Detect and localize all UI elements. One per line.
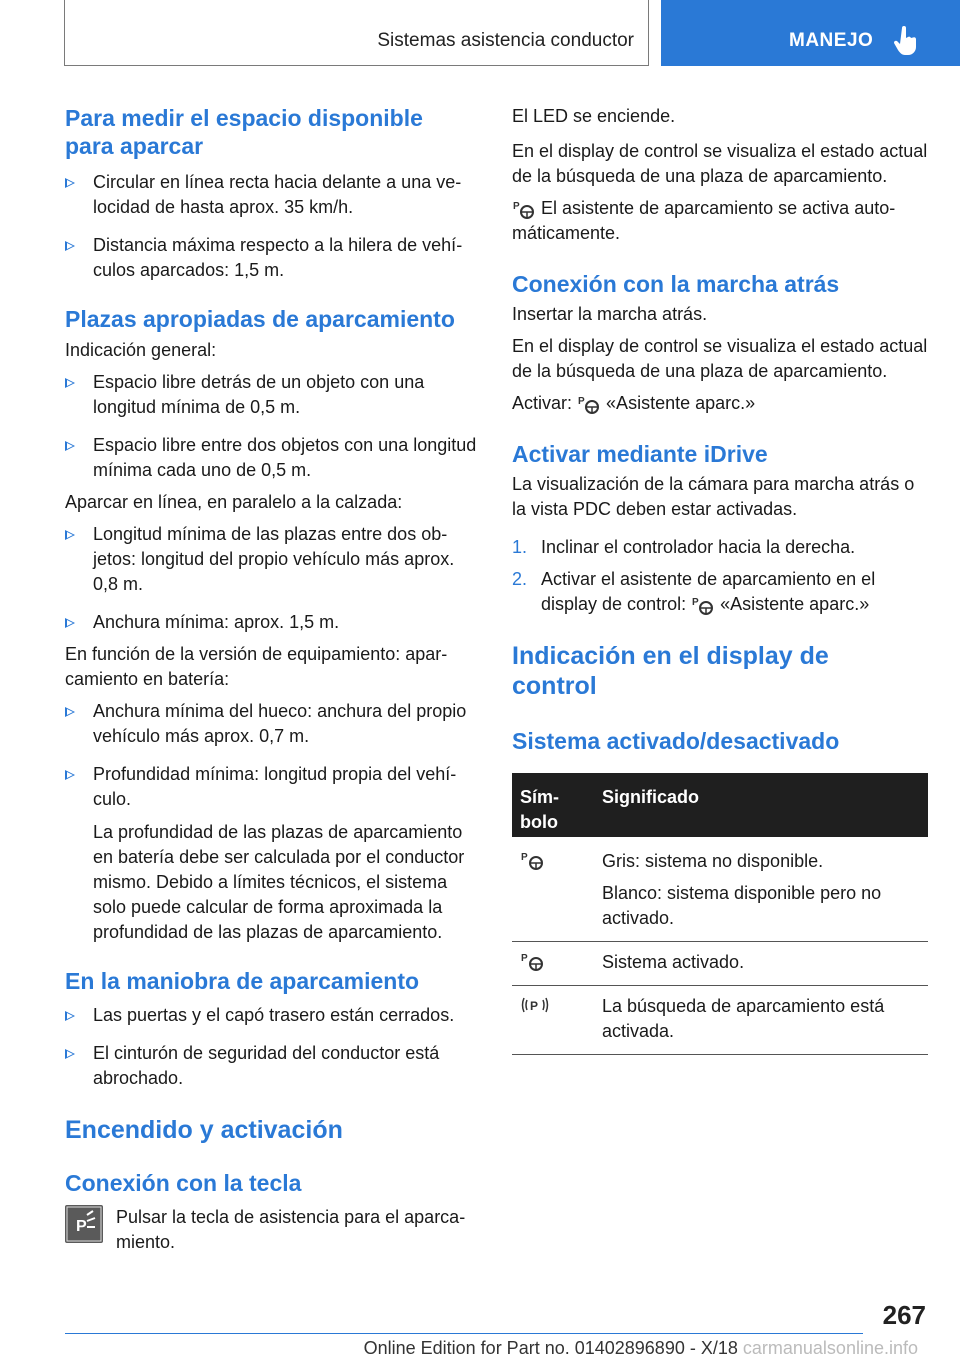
chapter-tab-label: MANEJO xyxy=(789,30,874,51)
list-item: Anchura mínima: aprox. 1,5 m. xyxy=(65,610,479,635)
auto-text: P El asistente de aparcamiento se activa automáticamente. xyxy=(512,198,896,243)
bullet-triangle-icon xyxy=(65,618,75,628)
bullet-triangle-icon xyxy=(65,178,75,188)
meaning-cell: Gris: sistema no disponible. Blanco: sistema disponible pero no activado. xyxy=(594,837,928,942)
right-column xyxy=(512,100,928,1055)
heading-indicacion: Indicación en el display de control xyxy=(512,642,829,700)
bullet-triangle-icon xyxy=(65,441,75,451)
col-symbol-header: Símbolo xyxy=(512,773,594,837)
tecla-block xyxy=(65,1205,479,1255)
list-item: Espacio libre detrás de un objeto con una longitud mínima de 0,5 m. xyxy=(65,370,479,420)
heading-marcha: Conexión con la marcha atrás xyxy=(512,271,840,297)
park-assist-active-icon xyxy=(520,950,546,972)
bullet-triangle-icon xyxy=(65,770,75,780)
header-section-title: Sistemas asistencia conductor xyxy=(377,30,634,51)
list-item: Profundidad mínima: longitud propia del vehículo. xyxy=(65,762,479,812)
activar-line: Activar: P «Asistente aparc.» xyxy=(512,391,928,416)
heading-plazas: Plazas apropiadas de aparcamiento xyxy=(65,306,455,332)
list-item: Longitud mínima de las plazas entre dos objetos: longitud del propio vehículo más aprox. 0,8 m. xyxy=(65,522,479,597)
list-item: Las puertas y el capó trasero están cerrados. xyxy=(65,1003,479,1028)
heading-medir: Para medir el espacio disponible para aparcar xyxy=(65,105,423,159)
heading-idrive: Activar mediante iDrive xyxy=(512,441,768,467)
tecla-text: Pulsar la tecla de asistencia para el aparcamiento. xyxy=(116,1207,466,1252)
general-label: Indicación general: xyxy=(65,340,217,360)
meaning-cell: Sistema activado. xyxy=(594,942,928,986)
park-assist-button-icon xyxy=(65,1205,103,1243)
meaning-cell: La búsqueda de aparcamiento está activada. xyxy=(594,986,928,1055)
list-item: Distancia máxima respecto a la hilera de vehículos aparcados: 1,5 m. xyxy=(65,233,479,283)
page-header xyxy=(64,0,960,66)
bullet-triangle-icon xyxy=(65,241,75,251)
bullet-triangle-icon xyxy=(65,378,75,388)
list-item: 1. Inclinar el controlador hacia la derecha. xyxy=(512,537,856,557)
symbol-cell xyxy=(512,942,594,986)
heading-encendido: Encendido y activación xyxy=(65,1116,343,1144)
bullet-triangle-icon xyxy=(65,1011,75,1021)
bullet-triangle-icon xyxy=(65,707,75,717)
bateria-note: La profundidad de las plazas de aparcamiento en batería debe ser calculada por el conductor mismo. Debido a límites técnicos, el sistema solo puede calcular de forma aproximada la profundidad de las plazas de aparcamiento. xyxy=(93,822,465,942)
list-item: Espacio libre entre dos objetos con una longitud mínima cada uno de 0,5 m. xyxy=(65,433,479,483)
left-column xyxy=(65,100,479,1255)
linea-label: Aparcar en línea, en paralelo a la calzada: xyxy=(65,492,403,512)
list-item: Circular en línea recta hacia delante a una velocidad de hasta aprox. 35 km/h. xyxy=(65,170,479,220)
park-assist-gray-icon xyxy=(520,849,546,871)
led-text: El LED se enciende. xyxy=(512,106,676,126)
symbol-cell xyxy=(512,837,594,942)
bateria-label: En función de la versión de equipamiento: aparcamiento en batería: xyxy=(65,644,448,689)
park-assist-icon xyxy=(512,198,536,220)
svg-text:P: P xyxy=(692,597,699,609)
park-assist-icon xyxy=(691,594,715,616)
bullet-triangle-icon xyxy=(65,530,75,540)
table-row xyxy=(512,942,928,986)
footer-divider xyxy=(65,1333,863,1334)
page-number: 267 xyxy=(882,1300,926,1330)
table-row xyxy=(512,986,928,1055)
parking-search-icon xyxy=(520,994,550,1016)
svg-text:P: P xyxy=(513,201,520,213)
marcha-text: Insertar la marcha atrás. xyxy=(512,304,708,324)
heading-maniobra: En la maniobra de aparcamiento xyxy=(65,968,420,994)
bullet-triangle-icon xyxy=(65,1049,75,1059)
display-text-2: En el display de control se visualiza el estado actual de la búsqueda de una plaza de aparcamiento. xyxy=(512,336,928,381)
svg-text:P: P xyxy=(521,852,528,863)
symbol-table xyxy=(512,773,928,1055)
heading-tecla: Conexión con la tecla xyxy=(65,1170,302,1196)
symbol-cell xyxy=(512,986,594,1055)
list-item: El cinturón de seguridad del conductor está abrochado. xyxy=(65,1041,479,1091)
header-section-box xyxy=(64,0,649,66)
col-meaning-header: Significado xyxy=(594,773,928,837)
hand-pointer-icon xyxy=(893,26,919,56)
list-item: Anchura mínima del hueco: anchura del propio vehículo más aprox. 0,7 m. xyxy=(65,699,479,749)
svg-text:P: P xyxy=(521,953,528,964)
svg-text:P: P xyxy=(578,396,585,408)
chapter-tab[interactable] xyxy=(661,0,960,66)
list-item: 2. Activar el asistente de aparcamiento en el display de control: P «Asistente aparc.» xyxy=(512,567,928,617)
svg-text:P: P xyxy=(530,999,539,1013)
footer-edition: Online Edition for Part no. 01402896890 - X/18 carmanualsonline.info xyxy=(363,1338,918,1358)
heading-sistema: Sistema activado/desactivado xyxy=(512,728,840,754)
park-assist-icon xyxy=(577,393,601,415)
svg-text:P: P xyxy=(76,1218,87,1235)
watermark: carmanualsonline.info xyxy=(742,1338,918,1358)
table-row xyxy=(512,837,928,942)
idrive-text: La visualización de la cámara para marcha atrás o la vista PDC deben estar activadas. xyxy=(512,474,915,519)
table-header-row xyxy=(512,773,928,837)
display-text-1: En el display de control se visualiza el estado actual de la búsqueda de una plaza de aparcamiento. xyxy=(512,141,928,186)
